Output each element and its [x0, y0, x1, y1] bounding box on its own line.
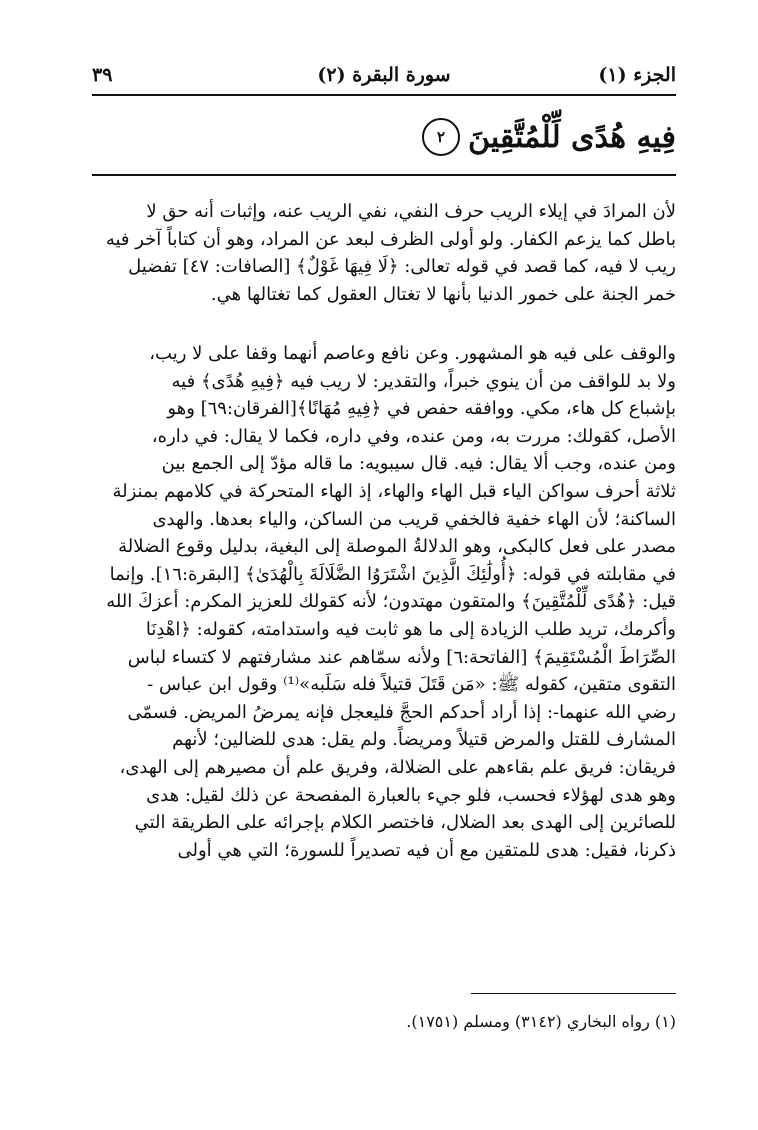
text-line: الساكنة؛ لأن الهاء خفية فالخفي قريب من الساكن، والياء بعدها. والهدى — [152, 508, 676, 530]
header-divider — [92, 94, 676, 96]
text-line: ومن عنده، وجب ألا يقال: فيه. قال سيبويه: ما قاله مؤدّ إلى الجمع بين — [161, 453, 676, 475]
page-number: ٣٩ — [92, 64, 113, 86]
text-line: وأكرمك، تريد طلب الزيادة إلى ما هو ثابت فيه واستدامته، كقوله: ﴿اهْدِنَا — [145, 618, 676, 640]
paragraph-2 — [90, 340, 676, 864]
text-line: في مقابلته في قوله: ﴿أُولَٰئِكَ الَّذِينَ اشْتَرَوُا الضَّلَالَةَ بِالْهُدَىٰ﴾ [البقرة:١٦]. وإنما — [109, 563, 676, 585]
text-line: مصدر على فعل كالبكى، وهو الدلالةُ الموصلة إلى البغية، بدليل وقوع الضلالة — [118, 536, 676, 558]
paragraph-1 — [90, 198, 676, 308]
text-line: فريقان: فريق علم بقاءهم على الضلالة، وفريق علم أن مصيرهم إلى الهدى، — [119, 756, 676, 778]
text-line: للصائرين إلى الهدى بعد الضلال، فاختصر الكلام بإجرائه على الطريقة التي — [134, 812, 676, 834]
verse-text: فِيهِ هُدًى لِّلْمُتَّقِينَ — [468, 119, 676, 155]
text-line: ذكرنا، فقيل: هدى للمتقين مع أن فيه تصديراً للسورة؛ التي هي أولى — [177, 839, 676, 861]
text-line: بإشباع كل هاء، مكي. ووافقه حفص في ﴿فِيهِ مُهَانًا﴾[الفرقان:٦٩] وهو — [167, 398, 676, 420]
footnote-divider — [471, 993, 676, 994]
text-line: ثلاثة أحرف سواكن الياء قبل الهاء والهاء، إذ الهاء المتحركة في كلامهم بمنزلة — [112, 480, 676, 502]
juz-label: الجزء (١) — [598, 64, 676, 86]
text-line: ريب لا فيه، كما قصد في قوله تعالى: ﴿لَا فِيهَا غَوْلٌ﴾ [الصافات: ٤٧] تفضيل — [128, 256, 676, 278]
text-line: التقوى متقين، كقوله ﷺ: «مَن قَتَلَ قتيلاً فله سَلَبه»⁽¹⁾ وقول ابن عباس - — [147, 674, 676, 696]
verse-number-badge: ٢ — [422, 118, 460, 156]
text-line: رضي الله عنهما-: إذا أراد أحدكم الحجَّ فليعجل فإنه يمرضُ المريض. فسمّى — [127, 701, 676, 723]
text-line: باطل كما يزعم الكفار. ولو أولى الظرف لبعد عن المراد، وهو أن كتاباً آخر فيه — [105, 228, 676, 250]
text-line: لأن المرادَ في إيلاء الريب حرف النفي، نفي الريب عنه، وإثبات أنه حق لا — [146, 201, 676, 222]
text-line: وهو هدى لهؤلاء فحسب، فلو جيء بالعبارة المفصحة عن ذلك لقيل: هدى — [146, 784, 676, 806]
text-line: المشارف للقتل والمرض قتيلاً ومريضاً. ولم يقل: هدى للضالين؛ لأنهم — [172, 729, 676, 751]
text-line: خمر الجنة على خمور الدنيا بأنها لا تغتال العقول كما تغتالها هي. — [210, 283, 676, 305]
text-line: ولا بد للواقف من أن ينوي خبراً، والتقدير: لا ريب فيه ﴿فِيهِ هُدًى﴾ فيه — [171, 370, 676, 392]
quran-verse — [422, 108, 676, 166]
text-line: الأصل، كقولك: مررت به، ومن عنده، وفي داره، فكما لا يقال: في داره، — [151, 425, 676, 447]
verse-divider — [92, 174, 676, 176]
surah-title: سورة البقرة (٢) — [317, 64, 451, 86]
text-line: الصِّرَاطَ الْمُسْتَقِيمَ﴾ [الفاتحة:٦] ولأنه سمّاهم عند مشارفتهم لا كتساء لباس — [127, 646, 676, 668]
page-header — [92, 56, 676, 94]
footnote: (١) رواه البخاري (٣١٤٢) ومسلم (١٧٥١). — [406, 1012, 676, 1031]
text-line: والوقف على فيه هو المشهور. وعن نافع وعاصم أنهما وقفا على لا ريب، — [149, 343, 676, 364]
text-line: قيل: ﴿هُدًى لِّلْمُتَّقِينَ﴾ والمتقون مهتدون؛ لأنه كقولك للعزيز المكرم: أعزكَ الله — [106, 591, 676, 613]
